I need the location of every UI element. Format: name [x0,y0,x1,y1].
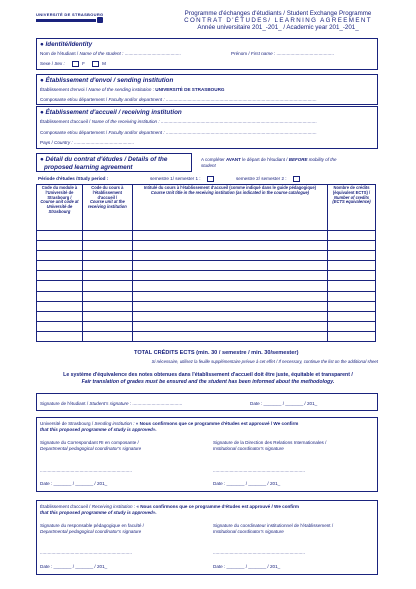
course-cell[interactable] [328,281,376,291]
sex-m-label: M [102,61,106,67]
course-cell[interactable] [82,271,132,281]
sending-inst-label-en: Name of the sending institution : [88,87,155,92]
col-credits [328,185,376,231]
col-receiving-code [82,185,132,231]
udst-intro-en: Sending institution : [94,421,135,426]
course-row [37,271,376,281]
recv-intro: Établissement d'accueil / [40,504,92,509]
course-cell[interactable] [37,251,83,261]
student-signature-box [36,393,378,411]
course-row [37,331,376,341]
details-note-a: A compléter [201,157,227,162]
col-strasbourg-code [37,185,83,231]
udst-right-fr: Signature de la Direction des Relations Internationales / [213,440,327,445]
udst-right-en: Institutional coordinator's signature [213,445,284,451]
course-row [37,301,376,311]
student-signature-field[interactable] [40,401,182,406]
course-cell[interactable] [328,241,376,251]
course-cell[interactable] [37,241,83,251]
course-cell[interactable] [328,301,376,311]
sending-section [36,74,378,105]
receiving-inst-label-en: Name of the receiving institution : [91,119,160,124]
udst-left-date[interactable]: Date : _______ / _______ / 201_ [40,481,108,486]
semester2-label: semestre 2/ semester 2 : [236,176,287,182]
sending-approval-box [36,417,378,492]
recv-statement2: that this proposed programme of study is approved». [40,510,157,515]
course-cell[interactable] [37,271,83,281]
recv-left-en: Departmental pedagogical coordinator's signature [40,528,142,534]
recv-left-date[interactable]: Date : _______ / _______ / 201_ [40,564,108,569]
course-cell[interactable] [328,251,376,261]
sending-faculty-field[interactable] [40,97,317,102]
semester1-checkbox[interactable] [207,176,214,182]
sex-m-checkbox[interactable] [92,61,99,67]
recv-left-fr: Signature du responsable pédagogique en faculté / [40,523,144,528]
course-row [37,291,376,301]
sex-f-label: F [82,61,85,67]
course-cell[interactable] [132,251,327,261]
sending-faculty-dots: ...................................................................................................................... [164,97,317,102]
course-cell[interactable] [82,261,132,271]
course-cell[interactable] [82,301,132,311]
col2-fr: Code du cours à l'établissement d'accueil / [91,185,124,200]
udst-intro: Université de Strasbourg / [40,421,95,426]
student-sig-label-en: Student's signature : [89,401,132,406]
course-cell[interactable] [132,281,327,291]
course-cell[interactable] [82,241,132,251]
country-label: Pays / [40,140,55,145]
recv-statement: « Nous confirmons que ce programme d'études est approuvé / We confirm [135,504,299,509]
course-cell[interactable] [132,321,327,331]
details-note-f: student [201,163,216,168]
details-note-e: mobility of the [307,157,337,162]
sending-inst-label: Établissement d'envoi / [40,87,89,92]
recv-right-en: Institutional coordinator's signature [213,528,284,534]
identity-section [36,38,378,70]
recv-right-dots[interactable]: ........................................................................ [213,550,305,555]
course-cell[interactable] [82,231,132,241]
country-label-en: Country : [54,140,73,145]
first-name-field[interactable] [231,51,334,56]
udst-left-en: Departmental pedagogical coordinator's signature [40,445,142,451]
sending-faculty-label-en: Faculty and/or department : [108,97,165,102]
receiving-title: ● Établissement d'accueil / receiving institution [40,109,182,116]
semester1-option[interactable] [150,176,217,182]
course-cell[interactable] [328,291,376,301]
col3-en: Course Unit title in the receiving institution (as indicated in the course catalogue) [150,189,309,195]
recv-left-signature [40,523,144,534]
udst-statement2: that this proposed programme of study is approved». [40,427,157,432]
col2-en: Course unit at the receiving institution [87,199,127,210]
header-programme: Programme d'échanges d'étudiants / Student Exchange Programme [184,10,372,17]
course-cell[interactable] [82,321,132,331]
student-name-label-en: Name of the student : [79,51,124,56]
recv-left-dots[interactable]: ........................................................................ [40,550,132,555]
receiving-approval-intro [40,504,299,510]
sex-field [40,61,106,67]
first-name-dots: ............................................. [275,51,334,56]
receiving-approval-box [36,500,378,575]
course-row [37,241,376,251]
receiving-faculty-field[interactable] [40,130,317,135]
col1-en: Course unit code at Université de Strasbourg [40,199,79,214]
sending-inst-value: UNIVERSITÉ DE STRASBOURG [154,87,225,92]
course-row [37,231,376,241]
udst-left-fr: Signature du Correspondant RI en composante / [40,440,139,445]
udst-right-date[interactable]: Date : _______ / _______ / 201_ [213,481,281,486]
course-cell[interactable] [132,241,327,251]
total-credits: TOTAL CRÉDITS ECTS (min. 30 / semestre / min. 30/semester) [134,350,299,356]
receiving-faculty-dots: ...................................................................................................................... [164,130,317,135]
details-title-line2: proposed learning agreement [44,164,133,171]
udst-left-signature [40,440,141,451]
details-note [201,157,337,162]
header-title: CONTRAT D'ÉTUDES/ LEARNING AGREEMENT [184,17,372,25]
col4-en: Number of credits (ECTS equivalence) [332,194,371,205]
course-cell[interactable] [37,331,83,341]
course-cell[interactable] [132,291,327,301]
details-note-line2 [201,163,216,168]
grade-equivalence-statement [36,372,380,385]
receiving-faculty-label-en: Faculty and/or department : [108,130,165,135]
semester2-option[interactable] [236,176,303,182]
document-header [178,10,378,32]
additional-sheet-note: Si nécessaire, utilisez la feuille supplémentaire prévue à cet effet / If necessary, continue the list on the additional sheet [151,359,378,364]
course-cell[interactable] [37,321,83,331]
courses-table-body [37,231,376,342]
udst-right-dots[interactable]: ........................................................................ [213,468,305,473]
semester1-label: semestre 1/ semester 1 : [150,176,201,182]
course-cell[interactable] [132,311,327,321]
header-year: Année universitaire 201_-201_ / Academic year 201_-201_ [197,24,359,32]
courses-table-header [37,185,376,231]
logo-bar [36,19,96,22]
course-cell[interactable] [328,321,376,331]
first-name-label: Prénom / [231,51,251,56]
course-row [37,321,376,331]
sending-faculty-label: Composante et/ou département / [40,97,109,102]
country-field[interactable] [40,140,134,145]
course-cell[interactable] [132,301,327,311]
col3-fr: Intitulé du cours à l'établissement d'accueil (comme indiqué dans le guide pédagogique) [143,185,316,190]
receiving-section [36,106,378,149]
course-cell[interactable] [37,291,83,301]
recv-right-signature [213,523,333,534]
sex-label: Sexe / [40,61,55,67]
course-row [37,251,376,261]
first-name-label-en: First name : [250,51,276,56]
course-cell[interactable] [328,231,376,241]
country-dots: ............................................... [72,140,134,145]
course-cell[interactable] [37,281,83,291]
receiving-faculty-label: Composante et/ou département / [40,130,109,135]
course-row [37,281,376,291]
course-cell[interactable] [132,261,327,271]
col-course-title [132,185,327,231]
logo-mark [97,17,103,23]
receiving-inst-label: Établissement d'accueil / [40,119,92,124]
details-note-before-en: BEFORE [288,157,308,162]
course-cell[interactable] [328,331,376,341]
details-title-line1: ● Détail du contrat d'études / Details of the [40,156,168,163]
course-cell[interactable] [37,231,83,241]
course-cell[interactable] [328,311,376,321]
student-sig-label: Signature de l'étudiant / [40,401,90,406]
course-cell[interactable] [82,251,132,261]
course-cell[interactable] [82,281,132,291]
course-row [37,311,376,321]
period-label: Période d'études /Study period : [38,176,109,181]
details-title-box [36,153,192,172]
course-cell[interactable] [82,311,132,321]
details-note-before-fr: AVANT [226,157,241,162]
semester2-checkbox[interactable] [293,176,300,182]
col4-fr: Nombre de crédits (équivalent ECTS) / [332,185,371,195]
sex-label-en: Sex : [54,61,65,67]
udst-left-dots[interactable]: ........................................................................ [40,468,132,473]
course-row [37,261,376,271]
identity-title: ● Identité/Identity [40,41,93,48]
course-cell[interactable] [37,301,83,311]
sending-approval-intro [40,421,298,427]
recv-intro-en: Receiving institution : [91,504,136,509]
student-name-field[interactable] [40,51,181,56]
udst-right-signature [213,440,326,451]
course-cell[interactable] [132,231,327,241]
course-cell[interactable] [328,261,376,271]
receiving-inst-dots: .......................................................................................................................... [159,119,317,124]
courses-table [36,184,376,342]
course-cell[interactable] [132,271,327,281]
university-logo [36,12,106,24]
student-sig-date[interactable]: Date : _______ / _______ / 201_ [250,401,318,406]
recv-right-date[interactable]: Date : _______ / _______ / 201_ [213,564,281,569]
student-sig-dots: ....................................... [131,401,183,406]
sending-title: ● Établissement d'envoi / sending institution [40,77,174,84]
receiving-inst-field[interactable] [40,119,317,124]
equiv-line2: Fair translation of grades must be ensured and the student has been informed about the methodology. [81,378,335,385]
student-name-label: Nom de l'étudiant / [40,51,80,56]
udst-statement: « Nous confirmons que ce programme d'études est approuvé / We confirm [134,421,299,426]
course-cell[interactable] [82,291,132,301]
logo-text: UNIVERSITÉ DE STRASBOURG [36,12,104,17]
sex-f-checkbox[interactable] [72,61,79,67]
sending-inst-field [40,87,224,92]
equiv-line1: Le système d'équivalence des notes obtenues dans l'établissement d'accueil doit être juste, équitable et transparent / [63,372,353,378]
course-cell[interactable] [132,331,327,341]
details-note-c: le départ de l'étudiant / [240,157,289,162]
col1-fr: Code du module à l'Université de Strasbourg / [41,185,78,200]
course-cell[interactable] [82,331,132,341]
student-name-dots: ............................................ [123,51,181,56]
course-cell[interactable] [37,311,83,321]
course-cell[interactable] [328,271,376,281]
recv-right-fr: Signature du coordinateur institutionnel de l'établissement / [213,523,334,528]
course-cell[interactable] [37,261,83,271]
